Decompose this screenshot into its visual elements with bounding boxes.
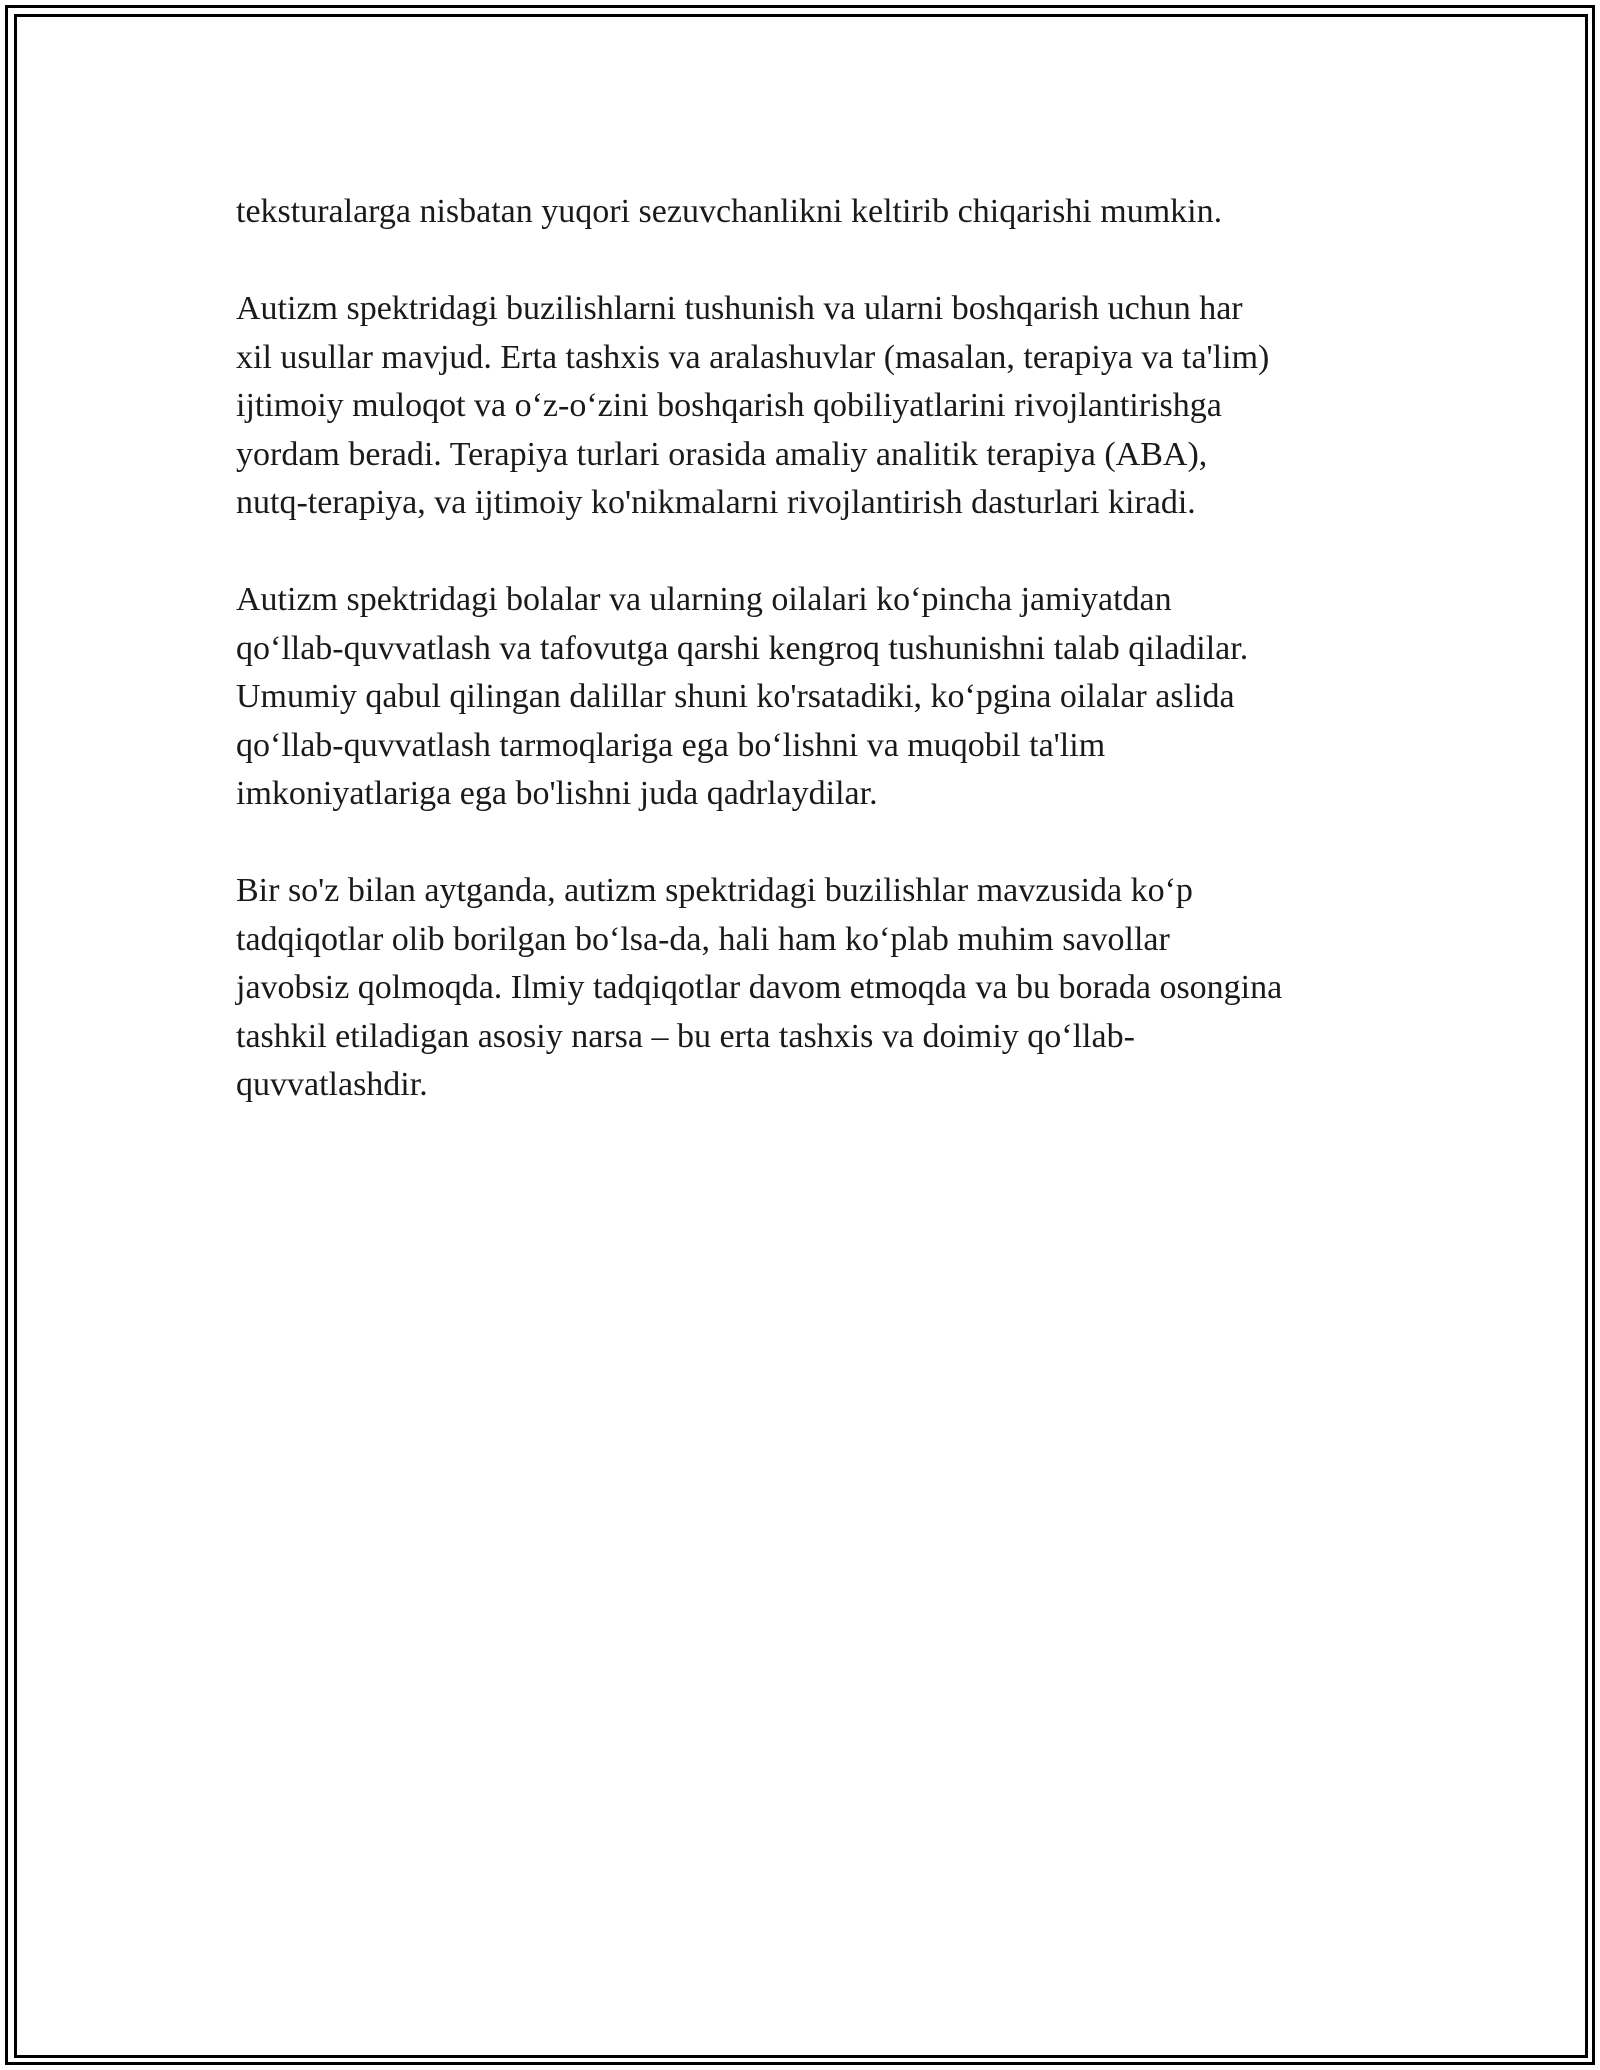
text-line: Autizm spektridagi bolalar va ularning oilalari ko‘pincha jamiyatdan <box>236 581 1172 618</box>
text-line: quvvatlashdir. <box>236 1066 428 1103</box>
text-line: teksturalarga nisbatan yuqori sezuvchanlikni keltirib chiqarishi mumkin. <box>236 193 1223 230</box>
text-line: javobsiz qolmoqda. Ilmiy tadqiqotlar davom etmoqda va bu borada osongina <box>236 969 1283 1006</box>
text-line: nutq-terapiya, va ijtimoiy ko'nikmalarni rivojlantirish dasturlari kiradi. <box>236 484 1196 521</box>
text-line: qo‘llab-quvvatlash va tafovutga qarshi kengroq tushunishni talab qiladilar. <box>236 629 1249 667</box>
text-line: tashkil etiladigan asosiy narsa – bu erta tashxis va doimiy qo‘llab- <box>236 1017 1135 1055</box>
text-line: xil usullar mavjud. Erta tashxis va aralashuvlar (masalan, terapiya va ta'lim) <box>236 338 1270 376</box>
text-line: Bir so'z bilan aytganda, autizm spektridagi buzilishlar mavzusida ko‘p <box>236 872 1193 909</box>
paragraph-4 <box>236 867 1376 1110</box>
paragraph-2 <box>236 285 1376 528</box>
text-line: Autizm spektridagi buzilishlarni tushunish va ularni boshqarish uchun har <box>236 290 1243 327</box>
paragraph-1 <box>236 188 1376 237</box>
text-line: imkoniyatlariga ega bo'lishni juda qadrlaydilar. <box>236 775 878 812</box>
document-body <box>236 188 1376 1158</box>
paragraph-3 <box>236 576 1376 819</box>
text-line: ijtimoiy muloqot va o‘z-o‘zini boshqarish qobiliyatlarini rivojlantirishga <box>236 387 1222 424</box>
text-line: qo‘llab-quvvatlash tarmoqlariga ega bo‘lishni va muqobil ta'lim <box>236 726 1106 764</box>
text-line: yordam beradi. Terapiya turlari orasida amaliy analitik terapiya (ABA), <box>236 435 1208 473</box>
text-line: Umumiy qabul qilingan dalillar shuni ko'rsatadiki, ko‘pgina oilalar aslida <box>236 678 1235 715</box>
text-line: tadqiqotlar olib borilgan bo‘lsa-da, hali ham ko‘plab muhim savollar <box>236 920 1170 958</box>
